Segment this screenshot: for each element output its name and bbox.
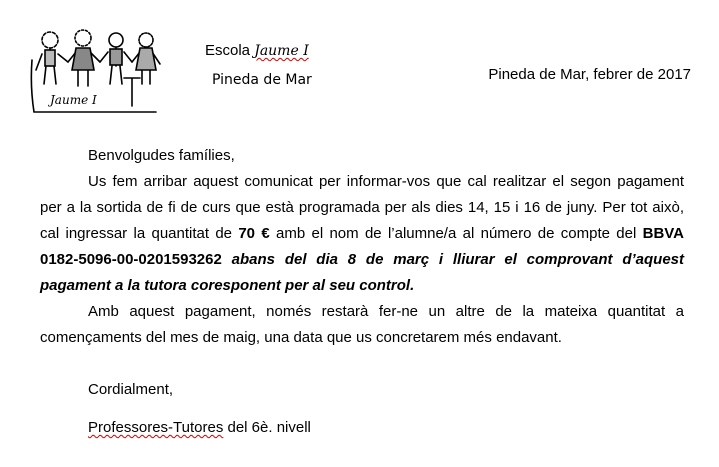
- logo-text: Jaume I: [50, 93, 97, 107]
- paragraph-payment-text-b: amb el nom de l’alumne/a al número de compte del: [269, 225, 643, 242]
- paragraph-payment-text-c: [222, 251, 232, 268]
- paragraph-payment: [40, 169, 684, 299]
- closing: Cordialment,: [88, 381, 174, 398]
- greeting: Benvolgudes famílies,: [88, 147, 235, 164]
- school-town: Pineda de Mar: [212, 72, 312, 88]
- signature-rest: del 6è. nivell: [223, 419, 311, 436]
- school-name: [205, 42, 309, 59]
- signature-underlined: Professores-Tutores: [88, 419, 224, 436]
- school-logo: [28, 26, 168, 114]
- deadline-notice: abans del dia 8 de març i lliurar el comprovant d’aquest pagament a la tutora coresponent per al seu control.: [40, 251, 684, 294]
- school-name-script: Jaume I: [254, 43, 309, 59]
- letter-date: Pineda de Mar, febrer de 2017: [488, 66, 691, 83]
- bank-account: BBVA 0182-5096-00-0201593262: [40, 225, 684, 268]
- signature: [88, 415, 684, 441]
- school-prefix: Escola: [205, 42, 255, 59]
- paragraph-payment-text-a: Us fem arribar aquest comunicat per informar-vos que cal realitzar el segon pagament per a la sortida de fi de curs que està programada per als dies 14, 15 i 16 de juny. Per tot això, cal ingressar la quantitat de: [40, 173, 684, 242]
- paragraph-next-payment: Amb aquest pagament, només restarà fer-ne un altre de la mateixa quantitat a començaments del mes de maig, una data que us concretarem més endavant.: [40, 303, 684, 346]
- amount: 70 €: [238, 225, 270, 242]
- letter-body: [40, 143, 684, 441]
